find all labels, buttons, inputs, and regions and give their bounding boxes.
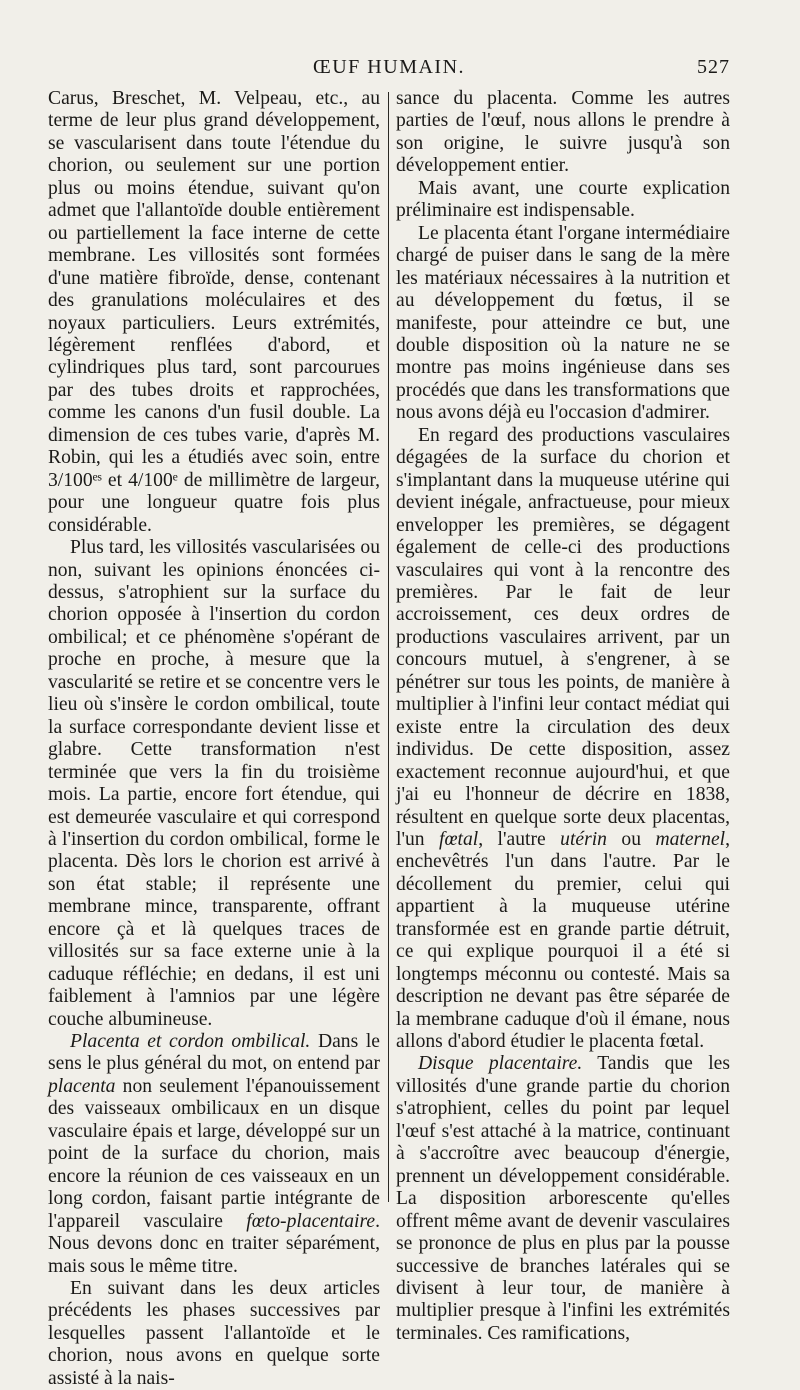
section-heading: Placenta et cordon ombilical.: [70, 1031, 311, 1053]
section-heading: Disque placentaire.: [418, 1053, 583, 1075]
paragraph-text: ou: [606, 828, 656, 850]
page-header: [48, 56, 730, 86]
left-column: [48, 88, 380, 1390]
emphasis: utérin: [560, 828, 607, 850]
paragraph-text: non seulement l'épanouissement des vaisseaux ombilicaux en un disque vasculaire épais et large, développé sur un point de la surface du chorion, mais encore la réunion de ces vaisseaux en un long cordon, faisant partie intégrante de l'appareil vasculaire: [48, 1075, 380, 1232]
paragraph: [396, 1053, 730, 1345]
emphasis: fœto-placentaire: [246, 1210, 376, 1232]
paragraph-text: . Nous devons donc en traiter séparément, mais sous le même titre.: [48, 1210, 380, 1277]
right-column: [396, 88, 730, 1345]
running-title: ŒUF HUMAIN.: [312, 56, 466, 78]
paragraph-text: , enchevêtrés l'un dans l'autre. Par le décollement du premier, celui qui appartient à la muqueuse utérine transformée est en grande partie détruit, ce qui explique pourquoi il a été si longtemps méconnu ou contesté. Mais sa description ne devant pas être séparée de la membrane caduque d'où il émane, nous allons d'abord étudier le placenta fœtal.: [396, 828, 730, 1053]
emphasis: maternel: [655, 828, 726, 850]
paragraph: Carus, Breschet, M. Velpeau, etc., au terme de leur plus grand développement, se vascularisent dans toute l'étendue du chorion, ou seulement sur une portion plus ou moins étendue, suivant qu'on admet que l'allantoïde double entièrement ou partiellement la face interne de cette membrane. Les villosités sont formées d'une matière fibroïde, dense, contenant des granulations moléculaires et des noyaux particuliers. Leurs extrémités, légèrement renflées d'abord, et cylindriques plus tard, sont parcourues par des tubes droits et rapprochées, comme les canons d'un fusil double. La dimension de ces tubes varie, d'après M. Robin, qui les a étudiés avec soin, entre 3/100ᵉˢ et 4/100ᵉ de millimètre de largeur, pour une longueur quatre fois plus considérable.: [48, 88, 380, 536]
emphasis: fœtal: [439, 828, 479, 850]
paragraph: Plus tard, les villosités vascularisées ou non, suivant les opinions énoncées ci-dessus, s'atrophient sur la surface du chorion opposée à l'insertion du cordon ombilical; et ce phénomène s'opérant de proche en proche, à mesure que la vascularité se retire et se concentre vers le lieu où s'insère le cordon ombilical, toute la surface correspondante devient lisse et glabre. Cette transformation n'est terminée que vers la fin du troisième mois. La partie, encore fort étendue, qui est demeurée vasculaire et qui correspond à l'insertion du cordon ombilical, forme le placenta. Dès lors le chorion est arrivé à son état stable; il représente une membrane mince, transparente, offrant encore çà et là quelques traces de villosités sur sa face externe unie à la caduque réfléchie; en dedans, il est uni faiblement à l'amnios par une légère couche albumineuse.: [48, 537, 380, 1030]
paragraph: Le placenta étant l'organe intermédiaire chargé de puiser dans le sang de la mère les matériaux nécessaires à la nutrition et au développement du fœtus, il se manifeste, pour atteindre ce but, une double disposition où la nature ne se montre pas moins ingénieuse dans ses procédés que dans les transformations que nous avons déjà eu l'occasion d'admirer.: [396, 222, 730, 424]
column-divider: [388, 92, 389, 1202]
paragraph: En suivant dans les deux articles précédents les phases successives par lesquelles passent l'allantoïde et le chorion, nous avons en quelque sorte assisté à la nais-: [48, 1278, 380, 1389]
paragraph: [48, 1031, 380, 1278]
page-number: 527: [697, 56, 730, 78]
paragraph-text: , l'autre: [478, 828, 561, 850]
paragraph-text: Tandis que les villosités d'une grande partie du chorion s'atrophient, celles du point par lequel l'œuf s'est attaché à la matrice, continuant à s'accroître avec beaucoup d'énergie, prennent un développement considérable. La disposition arborescente qu'elles offrent même avant de devenir vasculaires se prononce de plus en plus par la pousse successive de branches latérales qui se divisent à leur tour, de manière à multiplier presque à l'infini les extrémités terminales. Ces ramifications,: [396, 1053, 730, 1344]
paragraph: [396, 425, 730, 1054]
paragraph-text: En regard des productions vasculaires dégagées de la surface du chorion et s'implantant dans la muqueuse utérine qui devient inégale, anfractueuse, pour mieux envelopper les premières, se dégagent également de celle-ci des productions vasculaires qui vont à la rencontre des premières. Par le fait de leur accroissement, ces deux ordres de productions vasculaires arrivent, par un concours mutuel, à s'engrener, à se pénétrer sur tous les points, de manière à multiplier à l'infini leur contact médiat qui existe entre la circulation des deux individus. De cette disposition, assez exactement reconnue aujourd'hui, et que j'ai eu l'honneur de décrire en 1838, résultent en quelque sorte deux placentas, l'un: [396, 424, 730, 850]
paragraph-text: Dans le sens le plus général du mot, on entend par: [48, 1031, 380, 1075]
paragraph: sance du placenta. Comme les autres parties de l'œuf, nous allons le prendre à son origine, le suivre jusqu'à son développement entier.: [396, 88, 730, 177]
emphasis: placenta: [48, 1075, 116, 1097]
paragraph: Mais avant, une courte explication préliminaire est indispensable.: [396, 177, 730, 222]
